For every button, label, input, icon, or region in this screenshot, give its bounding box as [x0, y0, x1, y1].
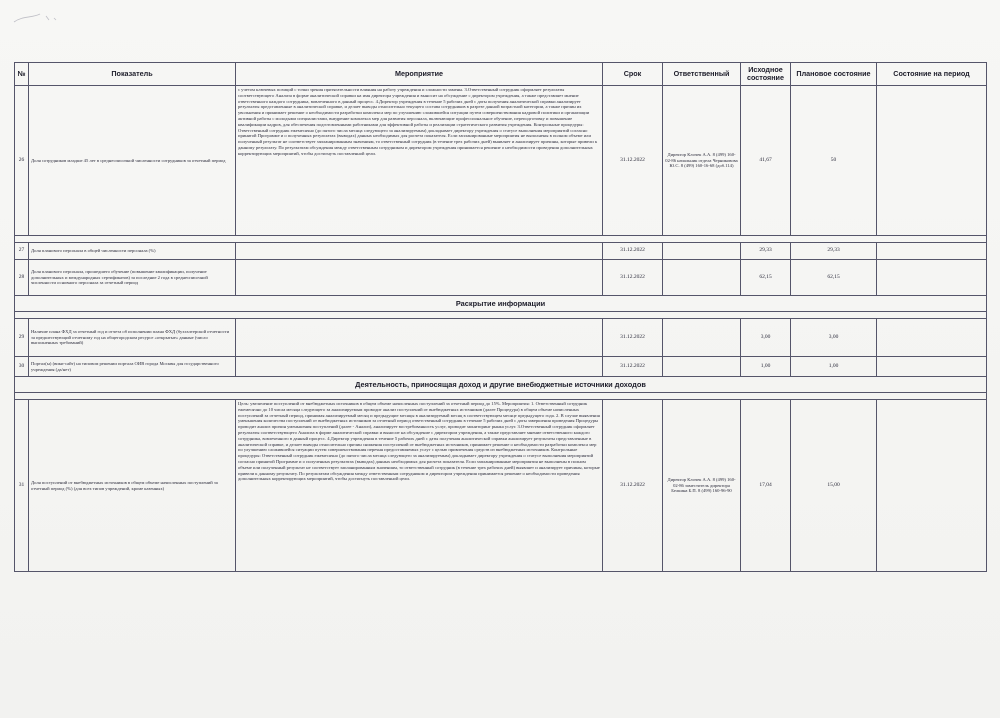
row-indicator: Доля сотрудников младше 45 лет в среднесписочной численности сотрудников за отчетный период — [29, 86, 236, 236]
row-num: 28 — [15, 260, 29, 296]
row-initial: 41,67 — [741, 86, 791, 236]
row-planned: 15,00 — [791, 400, 877, 572]
section-disclosure-title: Раскрытие информации — [15, 296, 987, 312]
row-responsible: Директор Клочек А.А. 8 (499) 160-02-86 заместитель директора Белкина Б.П. 8 (499) 160-96-90 — [663, 400, 741, 572]
row-initial: 3,00 — [741, 319, 791, 357]
row-indicator: Доля планового персонала, прошедшего обучение (повышение квалификации, получение дополнительных и международных сертификатов) за последние 2 года в среднесписочной численности основного персонала за отчетный период — [29, 260, 236, 296]
gap-cell — [15, 393, 987, 400]
row-initial: 1,00 — [741, 357, 791, 377]
table-row — [15, 400, 987, 572]
row-period — [877, 243, 987, 260]
row-num: 29 — [15, 319, 29, 357]
row-activity — [236, 260, 603, 296]
row-indicator: Доля планового персонала в общей численности персонала (%) — [29, 243, 236, 260]
col-initial-header: Исходное состояние — [741, 63, 791, 86]
col-period-header: Состояние на период — [877, 63, 987, 86]
row-num: 31 — [15, 400, 29, 572]
row-activity — [236, 243, 603, 260]
row-gap — [15, 312, 987, 319]
row-responsible: Директор Клочек А.А. 8 (499) 160-02-86 начальник отдела Черниковова Ю.С. 8 (499) 160-16-68 (доб.114) — [663, 86, 741, 236]
row-responsible — [663, 357, 741, 377]
table-row — [15, 86, 987, 236]
row-initial: 17,04 — [741, 400, 791, 572]
col-indicator-header: Показатель — [29, 63, 236, 86]
row-gap — [15, 393, 987, 400]
row-indicator: Портал(ы) (вики-сайт) на типовом решении портала ОИВ города Москвы для государственного учреждения (да/нет) — [29, 357, 236, 377]
table-row — [15, 319, 987, 357]
row-deadline: 31.12.2022 — [603, 86, 663, 236]
row-responsible — [663, 243, 741, 260]
row-planned: 3,00 — [791, 319, 877, 357]
col-deadline-header: Срок — [603, 63, 663, 86]
col-activity-header: Мероприятие — [236, 63, 603, 86]
row-activity — [236, 357, 603, 377]
col-responsible-header: Ответственный — [663, 63, 741, 86]
row-indicator: Доля поступлений от внебюджетных источников в общем объеме начисленных поступлений за отчетный период (%) (для всех типов учреждений, кроме казенных) — [29, 400, 236, 572]
scan-smudge-icon — [10, 8, 70, 32]
row-num: 26 — [15, 86, 29, 236]
row-planned: 1,00 — [791, 357, 877, 377]
row-deadline: 31.12.2022 — [603, 260, 663, 296]
row-initial: 29,33 — [741, 243, 791, 260]
row-planned: 62,15 — [791, 260, 877, 296]
row-responsible — [663, 260, 741, 296]
table-row — [15, 260, 987, 296]
row-period — [877, 86, 987, 236]
row-period — [877, 260, 987, 296]
row-num: 27 — [15, 243, 29, 260]
row-planned: 50 — [791, 86, 877, 236]
row-period — [877, 319, 987, 357]
row-activity — [236, 319, 603, 357]
section-header-row — [15, 296, 987, 312]
gap-cell — [15, 236, 987, 243]
row-activity: Цель: увеличение поступлений от внебюджетных источников в общем объеме начисленных поступлений за отчетный период до 15%. Мероприятия: 1. Ответственный сотрудник ежемесячно до 10 числа месяца следующего за анализируемым проводит анализ поступлений от внебюджетных источников (далее Процедура) в общем объеме начисленных поступлений за отчетный период, принимая анализируемый месяц и предыдущие месяцы в анализируемый месяц в соответствующем месяце предыдущего года. 2. В случае выявления уменьшения количества поступлений от внебюджетных источников за отчетный период ответственный сотрудник в течение 5 рабочих дней с даты завершения проведения Процедуры проводит анализ причин уменьшения поступлений (далее - Анализ), анализирует востребованность услуг, проводит мониторинг рынка услуг. 3.Ответственный сотрудник оформляет результаты соответствующего Анализа в форме аналитической справки и выносит на обсуждение с директором учреждения, а также представляет мнение ответственного каждого сотрудника, вовлеченного в данный процесс. 4.Директор учреждения в течение 5 рабочих дней с даты получения аналитической справки анализирует результаты представленные в аналитической справке, и делает выводы относительно причин снижения поступлений от внебюджетных источников, принимает решение о необходимости разработки комплекса мер по улучшению сложившейся ситуации путем совершенствования перечня предоставляемых услуг с целью привлечения средств из внебюджетных источников. Контрольные процедуры: Ответственный сотрудник ежемесячно (до пятого числа месяца следующего за анализируемым) докладывает директору учреждения о статусе выполнения мероприятий согласно принятой Программе и о полученных результатах (выводах) данных необходимых для расчета показателя. Если запланированные мероприятия не выполнены в полном объеме или полученный результат не соответствует запланированным значениям, то ответственный сотрудник (в течение трех рабочих дней) выявляет и анализирует причины, которые привели к данному результату. По результатам обсуждения между ответственным сотрудником и директором учреждения принимается решение о необходимости проведения дополнительных корректирующих мероприятий, чтобы достигнуть поставленной цели. — [236, 400, 603, 572]
table-row — [15, 243, 987, 260]
plan-table — [14, 62, 987, 572]
row-planned: 29,33 — [791, 243, 877, 260]
row-num: 30 — [15, 357, 29, 377]
row-initial: 62,15 — [741, 260, 791, 296]
row-deadline: 31.12.2022 — [603, 319, 663, 357]
row-deadline: 31.12.2022 — [603, 243, 663, 260]
row-deadline: 31.12.2022 — [603, 400, 663, 572]
col-num-header: № — [15, 63, 29, 86]
section-income-title: Деятельность, приносящая доход и другие внебюджетные источники доходов — [15, 377, 987, 393]
row-period — [877, 400, 987, 572]
row-indicator: Наличие плана ФХД за отчетный год и отчета об исполнении плана ФХД (бухгалтерской отчетности за предшествующий отчетному год на общегородском ресурсе «открытые» данные (число выполненных требований) — [29, 319, 236, 357]
table-header-row — [15, 63, 987, 86]
row-deadline: 31.12.2022 — [603, 357, 663, 377]
table-row — [15, 357, 987, 377]
row-gap — [15, 236, 987, 243]
gap-cell — [15, 312, 987, 319]
section-header-row — [15, 377, 987, 393]
row-activity: с учетом ключевых позиций с точки зрения притягательности влияния на работу учреждения и сложности замены. 3.Ответственный сотрудник оформляет результаты соответствующего Анализа в форме аналитической справки на имя директора учреждения и выносит на обсуждение с директором учреждения, а также представляет мнение ответственного каждого сотрудника, вовлеченного в данный процесс. 4.Директор учреждения в течение 5 рабочих дней с даты получения аналитической справки анализирует результаты представленные в аналитической справке, и делает выводы относительно текущего состава сотрудников в разрезе данной возрастной категории, а также причин их увольнения и принимает решение о необходимости разработки комплекса мер по улучшению сложившейся ситуации путем совершенствования кадровой политики и организации активной работы с молодыми специалистами, внедрение комплекса мер для развития персонала, включающие профессиональное обучение, переподготовку и повышение квалификации кадров, для обеспечения подготовленными работниками для эффективной работы и реализации стратегического развития учреждения. Контрольные процедуры: Ответственный сотрудник ежемесячно (до пятого числа месяца следующего за анализируемым) докладывает директору учреждения о статусе выполнения мероприятий согласно принятой Программе и о полученных результатах (выводах) данных необходимых для расчета показателя. Если запланированные мероприятия не выполнены в полном объеме или полученный результат не соответствует запланированным значениям, то ответственный сотрудник (в течение трех рабочих дней) выявляет и анализирует причины, которые привели к данному результату. По результатам обсуждения между ответственным сотрудником и директором учреждения принимается решение о необходимости проведения дополнительных корректирующих мероприятий, чтобы достигнуть поставленной цели. — [236, 86, 603, 236]
col-planned-header: Плановое состояние — [791, 63, 877, 86]
row-period — [877, 357, 987, 377]
row-responsible — [663, 319, 741, 357]
